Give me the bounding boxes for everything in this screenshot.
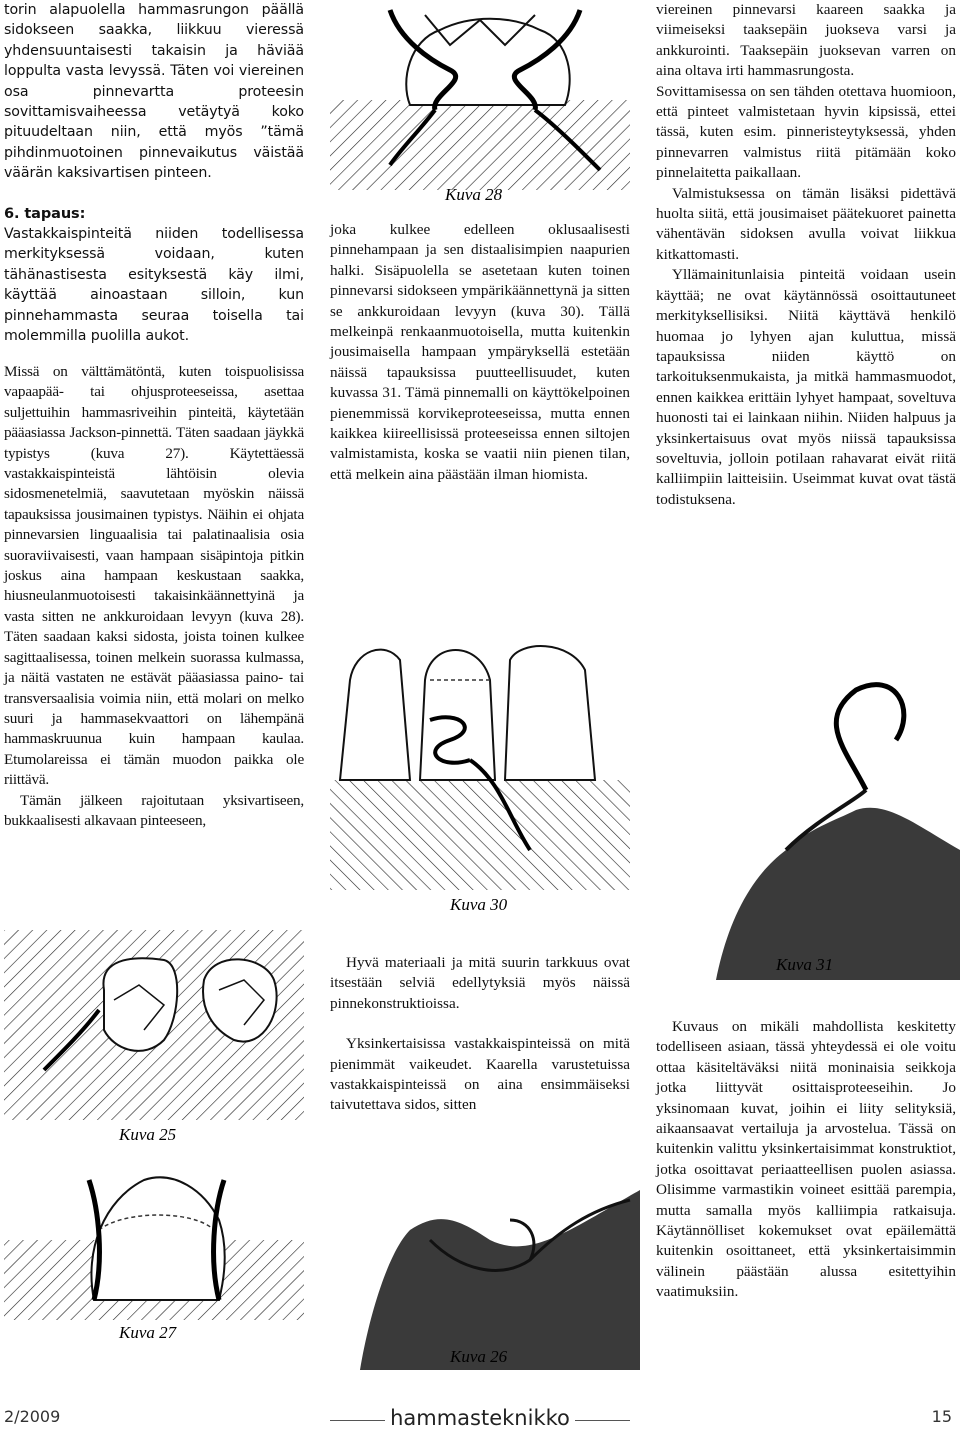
kuva-27-caption: Kuva 27 bbox=[119, 1323, 177, 1342]
kuva-30-caption: Kuva 30 bbox=[450, 895, 508, 914]
middle-paragraph-1: joka kulkee edelleen oklusaalisesti pinnehampaan ja sen distaalisimpien naapurien halki. Sisäpuolella se asetetaan kuten toinen pinnevarsi sidokseen ympärikäännettynä ja sitten se ankkuroidaan levyyn (kuva 30). Tällä melkeinpä renkaanmuotoisella, mutta kuitenkin jousimaisella hampaan ympäryksellä estetään näissä tapauksissa puutteellisuudet, kuten kuvassa 31. Tämä pinnemalli on käyttökelpoinen pienemmissä korvikeproteeseissa, mutta ennen kaikkea kiireellisissä proteeseissa ennen siltojen valmistamista, koska se vaatii niin pienen tilan, että melkein aina päästään ilman hiomista. bbox=[330, 221, 630, 483]
figure-kuva-28 bbox=[330, 0, 630, 210]
right-paragraph-5: Kuvaus on mikäli mahdollista keskitetty todelliseen asiaan, tässä yhteydessä ei ole voitu ottaa käsiteltäväksi niitä moninaisia seikkoja jotka liittyvät osittaisproteeseihin. Jo yksinomaan kuvat, joihin ei liity selityksiä, aikaansaavat vertailuja ja arvostelua. Tässä on kuitenkin valittu yksinkertaisimmat konstruktiot, jotka osoittavat periaatteellisen puolen asiassa. Olisimme varmastikin voineet esittää parempia, mutta samalla myös kalliimpia ratkaisuja. Käytännölliset kokemukset ovat epäilemättä kuitenkin osoittaneet, että yksinkertaisimmin välinein päästään alussa esitettyihin vaatimuksiin. bbox=[656, 1018, 956, 1301]
figure-kuva-25 bbox=[4, 930, 304, 1150]
left-column-serif bbox=[4, 362, 304, 831]
kuva-28-caption: Kuva 28 bbox=[445, 185, 503, 204]
middle-column-top bbox=[330, 220, 630, 485]
kuva-25-drawing bbox=[4, 930, 304, 1150]
right-paragraph-3: Valmistuksessa on tämän lisäksi pidettävä huolta siitä, että jousimaiset päätekuoret painetta vähentävän sidoksen avulla voivat liikkua kitkattomasti. bbox=[656, 184, 956, 263]
left-column bbox=[4, 0, 304, 347]
last-paragraph: Tämän jälkeen rajoitutaan yksivartiseen, bukkaalisesti alkavaan pinteeseen, bbox=[4, 791, 304, 829]
right-paragraph-1: viereinen pinnevarsi kaareen saakka ja viimeiseksi taaksepäin juokseva varsi ja ankkurointi. Taaksepäin juoksevan varren on aina oltava irti hammasrungosta. bbox=[656, 1, 956, 80]
middle-paragraph-3: Yksinkertaisissa vastakkaispinteissä on mitä pienimmät vaikeudet. Kaarella varustetuissa vastakkaispinteissä on aina ensimmäiseksi taivutettava sidos, sitten bbox=[330, 1035, 630, 1114]
kuva-31-drawing bbox=[656, 650, 960, 980]
figure-kuva-30 bbox=[330, 620, 630, 925]
intro-paragraph: torin alapuolella hammasrungon päällä sidokseen saakka, liikkuu vieressä yhdensuuntaisesti takaisin ja häviää loppulta vasta levyssä. Täten voi viereinen osa pinnevartta proteesin sovittamisvaiheessa vetäytyä koko pituudeltaan niin, että myös ”tämä pihdinmuotoinen pinnevaikutus väistää väärän kaksivartisen pinteen. bbox=[4, 2, 304, 182]
kuva-25-caption: Kuva 25 bbox=[119, 1125, 177, 1144]
case6-heading: 6. tapaus: bbox=[4, 205, 86, 222]
kuva-31-caption: Kuva 31 bbox=[776, 955, 834, 974]
figure-kuva-31 bbox=[656, 650, 960, 980]
page-number: 15 bbox=[931, 1407, 952, 1426]
middle-paragraph-2: Hyvä materiaali ja mitä suurin tarkkuus ovat itsestään selviä edellytyksiä myös näissä pinnekonstruktioissa. bbox=[330, 954, 630, 1012]
case6-paragraph: Vastakkaispinteitä niiden todellisessa merkityksessä voidaan, kuten tähänastisesta esityksestä käy ilmi, käyttää ainoastaan silloin, kun pinnehammasta seuraa toisella tai molemmilla puolilla aukot. bbox=[4, 226, 304, 345]
kuva-30-drawing bbox=[330, 620, 630, 925]
right-paragraph-4: Yllämainitunlaisia pinteitä voidaan usein käyttää; ne ovat käytännössä osoittautuneet merkityksellisiksi. Niitä käyttävä henkilö huomaa jo lyhyen ajan kuluttua, missä tapauksissa niiden käyttö on tarkoituksenmukaista, ja mitkä hammasmuodot, ennen kaikkea erittäin lyhyet hampaat, soveltuva huonosti tai ei lainkaan niihin. Niiden halpuus ja yksinkertaisuus ovat myös niissä tapauksissa soveltuvia, jolloin potilaan rahavarat eivät riitä kalliimpiin laitteisiin. Useimmat kuvat ovat tästä todistuksena. bbox=[656, 266, 956, 508]
footer-divider-right bbox=[575, 1420, 630, 1421]
main-paragraph: Missä on välttämätöntä, kuten toispuolisissa vapaapää- tai ohjusproteeseissa, asettaa suljettuihin hammasriveihin pinteitä, käytetään pääasiassa Jackson-pinnettä. Täten saadaan jäykkä typistys (kuva 27). Käytettäessä vastakkaispinteistä lähtöisin olevia sidosmenetelmiä, saavutetaan myöskin näissä tapauksissa jousimainen typistys. Näihin ei ohjata pinnevarsien linguaalisia tai palatinaalisia osia suoraviivaisesti, vaan hampaan sisäpintoja pitkin joskus aina hampaan keskustaan saakka, hiusneulanmuotoisesti takaisinkäännettyinä ja vasta sitten ne ankkuroidaan levyyn (kuva 28). Täten saadaan kaksi sidosta, joista toinen kulkee sagittaalisessa, toinen melkein suorassa kulmassa, ja näitä vastaten ne estävät pääasiassa paino- tai transversaalisia voimia niin, että molari on melko suuri ja hammasekvaattori on lähempänä hammaskruunua kuin hampaan kaulaa. Etumolareissa ei tämän muodon paikka ole riittävä. bbox=[4, 363, 304, 789]
figure-kuva-27 bbox=[4, 1160, 304, 1350]
right-column-top bbox=[656, 0, 956, 510]
figure-kuva-26 bbox=[330, 1130, 640, 1370]
kuva-28-drawing bbox=[330, 0, 630, 210]
kuva-26-caption: Kuva 26 bbox=[450, 1347, 508, 1366]
issue-number: 2/2009 bbox=[4, 1407, 61, 1426]
right-column-bottom bbox=[656, 1017, 956, 1303]
right-paragraph-2: Sovittamisessa on sen tähden otettava huomioon, että pinteet valmistetaan hyvin kipsissä, ettei tässä, kuten esim. pinneristeytyksessä, yhden pinnevarren valmistus riitä pitämään koko pinnelaitetta paikallaan. bbox=[656, 82, 956, 182]
middle-column-bottom bbox=[330, 953, 630, 1116]
magazine-name: hammasteknikko bbox=[390, 1406, 570, 1430]
kuva-26-drawing bbox=[330, 1130, 640, 1370]
kuva-27-drawing bbox=[4, 1160, 304, 1350]
